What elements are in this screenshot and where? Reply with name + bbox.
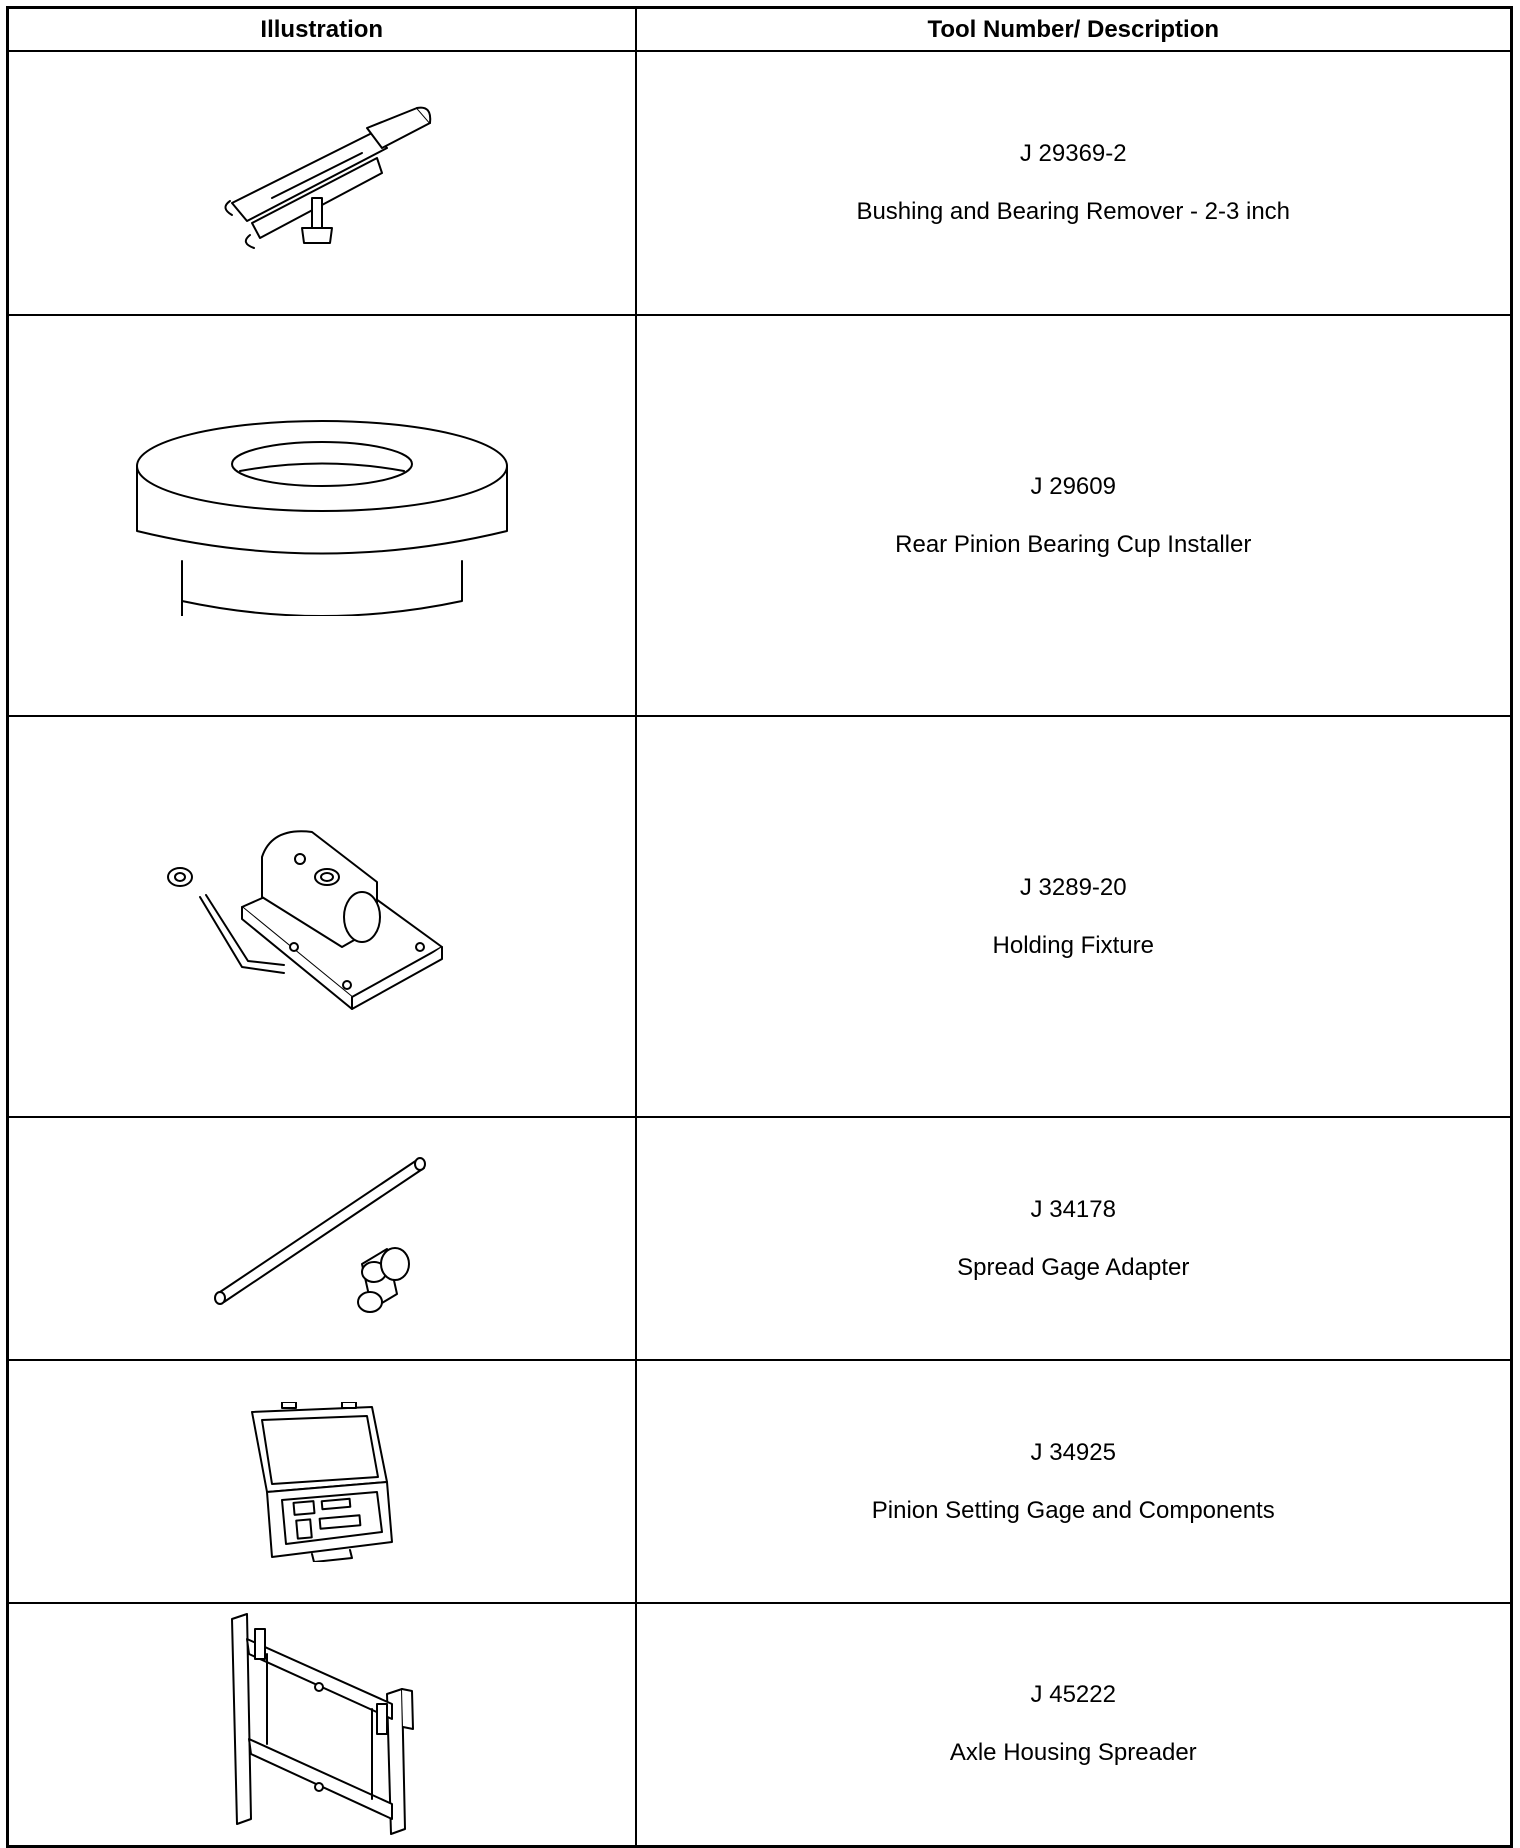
illustration-cell — [8, 1603, 636, 1846]
gage-adapter-icon — [212, 1154, 432, 1324]
gage-kit-case-icon — [242, 1402, 402, 1562]
cup-installer-icon — [132, 416, 512, 616]
illustration-cell — [8, 1360, 636, 1603]
illustration-cell — [8, 1117, 636, 1360]
header-tool-description: Tool Number/ Description — [636, 8, 1512, 52]
header-illustration: Illustration — [8, 8, 636, 52]
table-row — [8, 1360, 1512, 1603]
table-row — [8, 1603, 1512, 1846]
header-row — [8, 8, 1512, 52]
table-row — [8, 51, 1512, 315]
illustration-cell — [8, 716, 636, 1117]
table-row — [8, 315, 1512, 716]
special-tools-table — [6, 6, 1513, 1848]
bearing-remover-icon — [202, 103, 442, 263]
tool-number: J 45222 — [1030, 1681, 1116, 1709]
illustration-cell — [8, 315, 636, 716]
tool-number: J 3289-20 — [1019, 873, 1127, 901]
tool-description: Rear Pinion Bearing Cup Installer — [895, 530, 1252, 558]
tool-description: Axle Housing Spreader — [949, 1739, 1197, 1767]
description-cell — [636, 51, 1512, 315]
tool-number: J 34925 — [1030, 1438, 1116, 1466]
tool-description: Bushing and Bearing Remover - 2-3 inch — [856, 198, 1291, 225]
table-row — [8, 716, 1512, 1117]
description-cell — [636, 1117, 1512, 1360]
tool-description: Holding Fixture — [992, 931, 1154, 959]
description-cell — [636, 716, 1512, 1117]
description-cell — [636, 1603, 1512, 1846]
description-cell — [636, 1360, 1512, 1603]
tool-number: J 29369-2 — [1019, 140, 1127, 167]
holding-fixture-icon — [162, 807, 482, 1027]
table-row — [8, 1117, 1512, 1360]
housing-spreader-icon — [227, 1609, 417, 1839]
tool-number: J 29609 — [1030, 472, 1116, 500]
tool-description: Spread Gage Adapter — [957, 1253, 1190, 1281]
tool-number: J 34178 — [1030, 1195, 1116, 1223]
description-cell — [636, 315, 1512, 716]
tool-description: Pinion Setting Gage and Components — [871, 1496, 1275, 1524]
illustration-cell — [8, 51, 636, 315]
